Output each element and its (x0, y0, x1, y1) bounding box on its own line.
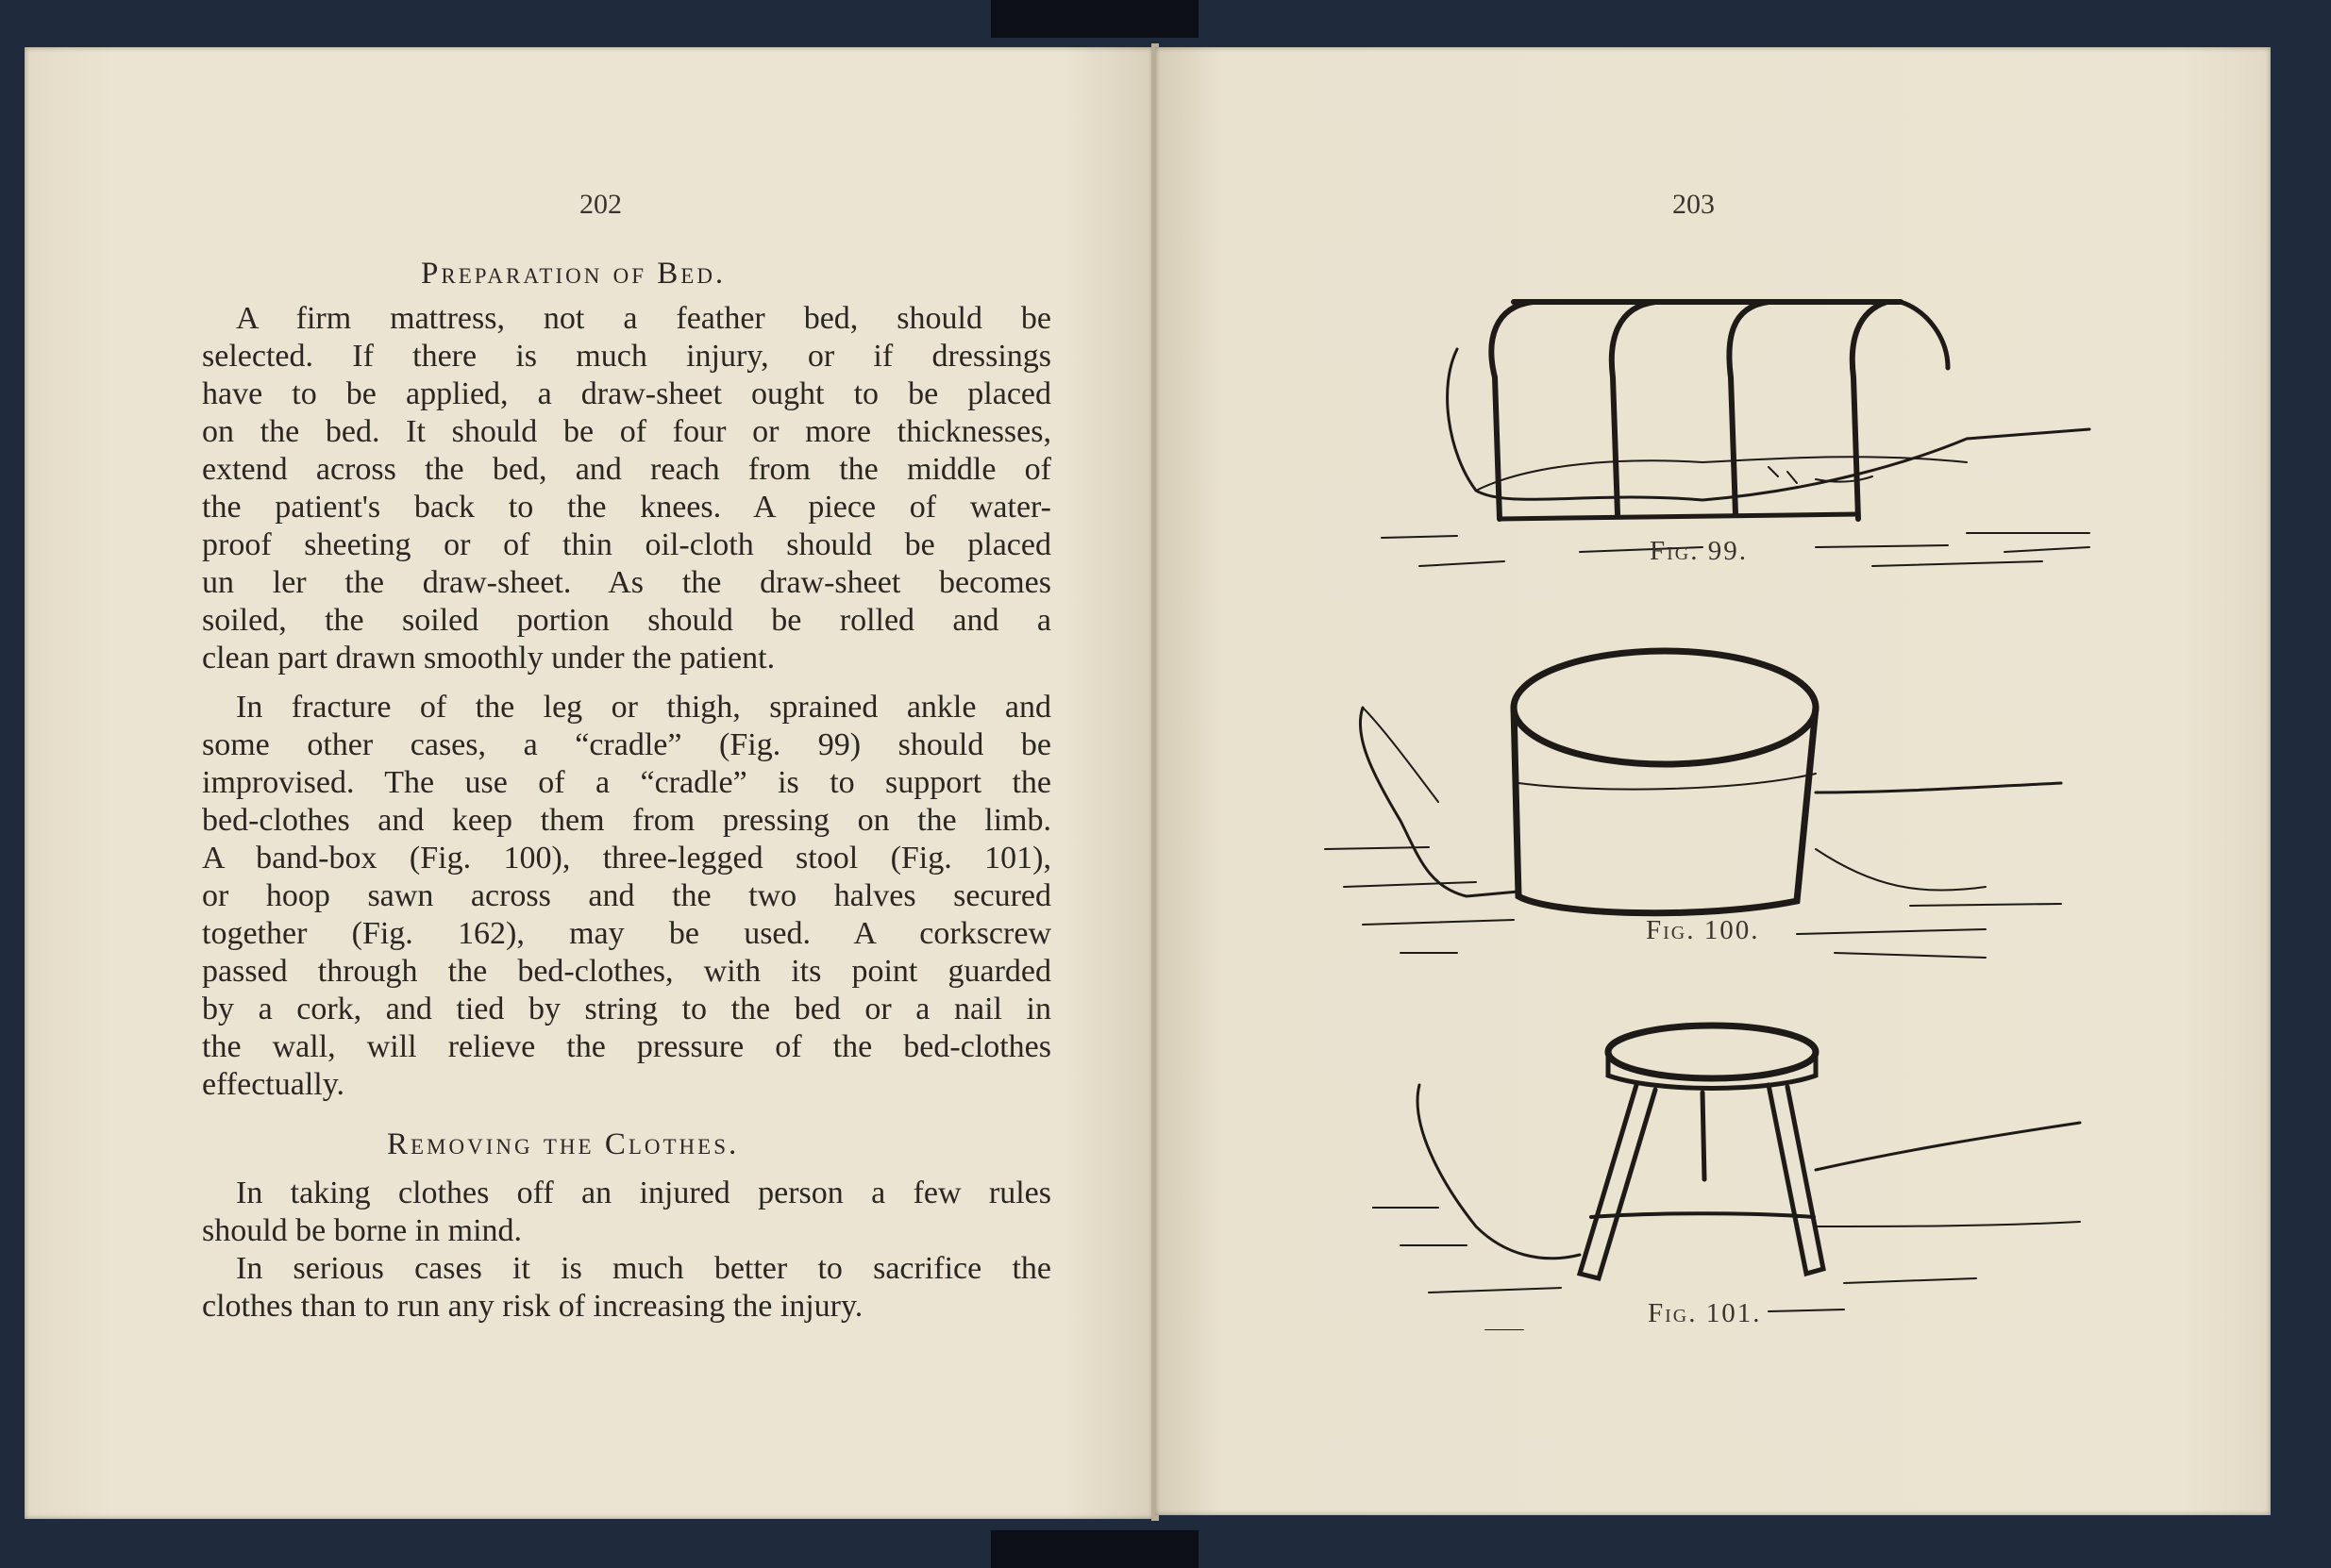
paragraph-cradle-line: A band-box (Fig. 100), three-legged stool (Fig. 101), (202, 841, 1051, 876)
paragraph-bed-line: proof sheeting or of thin oil-cloth should be placed (202, 527, 1051, 562)
paragraph-cradle-line: passed through the bed-clothes, with its point guarded (202, 954, 1051, 989)
paragraph-bed-line: soiled, the soiled portion should be rolled and a (202, 603, 1051, 638)
paragraph-cradle-line: bed-clothes and keep them from pressing on the limb. (202, 803, 1051, 838)
figure-99-caption: Fig. 99. (1650, 536, 1748, 566)
scan-border-bottom (991, 1530, 1199, 1568)
figure-100-caption: Fig. 100. (1646, 915, 1760, 945)
paragraph-cradle-line: together (Fig. 162), may be used. A corkscrew (202, 916, 1051, 951)
paragraph-cradle-line: In fracture of the leg or thigh, sprained ankle and (236, 690, 1051, 725)
paragraph-cradle-line: by a cork, and tied by string to the bed or a nail in (202, 992, 1051, 1026)
paragraph-cradle-line: improvised. The use of a “cradle” is to support the (202, 765, 1051, 800)
paragraph-bed-line: extend across the bed, and reach from the middle of (202, 452, 1051, 487)
paragraph-bed-line: selected. If there is much injury, or if dressings (202, 339, 1051, 374)
figure-101-caption: Fig. 101. (1648, 1298, 1762, 1328)
figure-101-stool-illustration (1372, 981, 2089, 1330)
paragraph-removing-line: should be borne in mind. (202, 1213, 523, 1248)
paragraph-serious-line: clothes than to run any risk of increasing the injury. (202, 1289, 864, 1324)
figure-99-cradle-illustration (1344, 236, 2099, 585)
right-page (1155, 47, 2271, 1515)
paragraph-bed-line: clean part drawn smoothly under the patient. (202, 641, 776, 676)
paragraph-cradle-line: some other cases, a “cradle” (Fig. 99) should be (202, 727, 1051, 762)
scan-border-top (991, 0, 1199, 38)
paragraph-cradle-line: the wall, will relieve the pressure of the bed-clothes (202, 1029, 1051, 1064)
paragraph-bed-line: un ler the draw-sheet. As the draw-sheet becomes (202, 565, 1051, 600)
heading-preparation-of-bed: Preparation of Bed. (421, 257, 727, 291)
heading-removing-the-clothes: Removing the Clothes. (387, 1127, 740, 1161)
paragraph-bed-line: the patient's back to the knees. A piece of water- (202, 490, 1051, 525)
page-number-right: 203 (1672, 189, 1715, 220)
left-page (25, 47, 1153, 1519)
paragraph-removing-line: In taking clothes off an injured person a few rules (236, 1176, 1051, 1210)
figure-100-band-box-illustration (1306, 604, 2080, 962)
paragraph-bed-line: on the bed. It should be of four or more thicknesses, (202, 414, 1051, 449)
paragraph-serious-line: In serious cases it is much better to sacrifice the (236, 1251, 1051, 1286)
paragraph-cradle-line: effectually. (202, 1067, 345, 1102)
paragraph-bed-line: A firm mattress, not a feather bed, should be (236, 301, 1051, 336)
paragraph-cradle-line: or hoop sawn across and the two halves secured (202, 878, 1051, 913)
paragraph-bed-line: have to be applied, a draw-sheet ought to be placed (202, 376, 1051, 411)
page-number-left: 202 (579, 189, 622, 220)
